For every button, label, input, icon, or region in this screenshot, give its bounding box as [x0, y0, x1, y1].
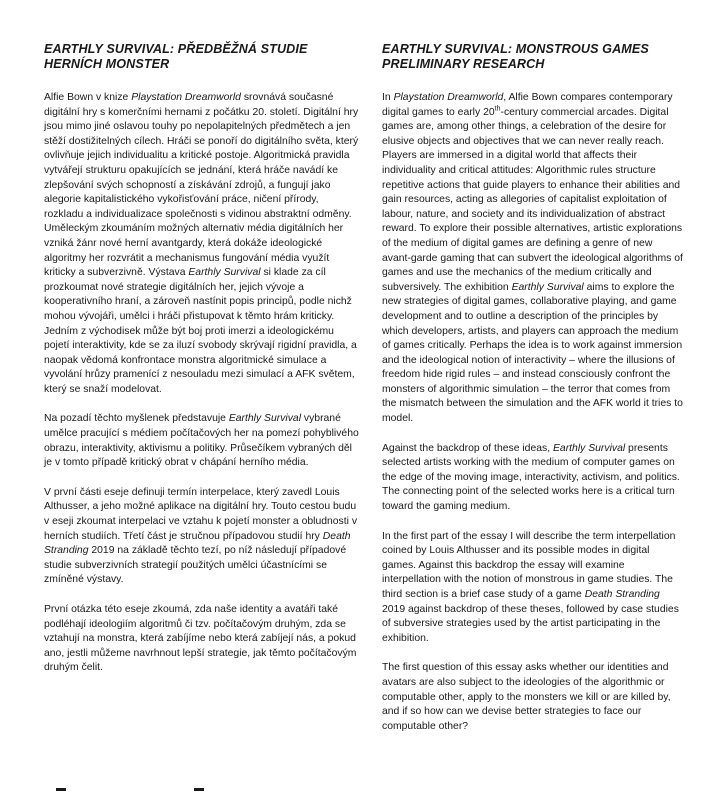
english-title: EARTHLY SURVIVAL: MONSTROUS GAMES PRELIMINARY RESEARCH	[382, 42, 649, 71]
czech-title: EARTHLY SURVIVAL: PŘEDBĚŽNÁ STUDIE HERNÍCH MONSTER	[44, 42, 308, 71]
english-column	[382, 42, 684, 749]
czech-paragraph	[44, 603, 360, 676]
italic-title: Playstation Dreamworld	[131, 92, 241, 103]
paragraph-text: Na pozadí těchto myšlenek představuje Earthly Survival vybrané umělce pracující s médiem počítačových her na pomezí pohyblivého obrazu, interaktivity, aktivismu a politiky. Průsečíkem vybraných děl je v tomto případě kritický obrat v chápání herního média.	[44, 413, 359, 469]
paragraph-text: První otázka této eseje zkoumá, zda naše identity a avatáři také podléhají ideologiím algoritmů či tzv. počítačovým druhým, zda se vztahují na monstra, která zabíjíme nebo která zabíjejí nás, a pokud ano, jestli můžeme navrhnout lepší strategie, jak těmto počítačovým druhým čelit.	[44, 604, 357, 674]
paragraph-text: In the first part of the essay I will describe the term interpellation coined by Louis Althusser and its possible modes in digital games. Against this backdrop the essay will examine interpellation with the notion of monstrous in game studies. The third section is a brief case study of a game Death Stranding 2019 against backdrop of these theses, followed by case studies of subversive strategies used by the artist participating in the exhibition.	[382, 530, 679, 644]
english-paragraph	[382, 91, 684, 427]
english-paragraph	[382, 661, 684, 734]
italic-title: Earthly Survival	[552, 442, 626, 454]
english-paragraph	[382, 530, 684, 647]
italic-title: Death Stranding	[44, 530, 351, 557]
paragraph-text: Against the backdrop of these ideas, Earthly Survival presents selected artists working with the medium of computer games on the edge of the moving image, interactivity, activism, and politics. The connecting point of the selected works here is a critical turn toward the gaming medium.	[382, 442, 680, 513]
paragraph-text: V první části eseje definuji termín interpelace, který zavedl Louis Althusser, a jeho možné aplikace na digitální hry. Touto cestou budu v eseji zkoumat interpelaci ve vztahu k pojetí monster a obludnosti v herních studiích. Třetí část je stručnou případovou studií hry Death Stranding 2019 na základě těchto tezí, po níž následují případové studie subverzivních strategií použitých umělci účastnícími se zmíněné výstavy.	[44, 486, 358, 586]
paragraph-text: The first question of this essay asks whether our identities and avatars are also subject to the ideologies of the algorithmic or computable other, apply to the monsters we kill or are killed by, and if so how can we devise better strategies to face our computable other?	[382, 662, 671, 732]
italic-title: Earthly Survival	[511, 281, 584, 293]
czech-paragraph	[44, 91, 360, 397]
czech-paragraph	[44, 412, 360, 470]
paragraph-text: Alfie Bown v knize Playstation Dreamworld srovnává současné digitální hry s komerčními hernami z počátku 20. století. Digitální hry jsou mimo jiné oslavou touhy po nepolapitelných předmětech a jen stěží dostižitelných cílech. Hráči se ponoří do digitálního světa, který ovlivňuje jejich individualitu a kritické postoje. Algoritmická pravidla vytvářejí strukturu opakujících se jednání, která hráče navádí ke zlepšování svých schopností a získávání zdrojů, a fungují jako alegorie kapitalistického vykořisťování práce, ničení přírody, rozkladu a individualizace společnosti s vidinou abstraktní odměny. Uměleckým zkoumáním možných alternativ média digitálních her vzniká žánr nové herní avantgardy, která dokáže ideologické algoritmy her rozvrátit a mechanismus fungování média využít kriticky a subverzivně. Výstava Earthly Survival si klade za cíl prozkoumat nové strategie digitálních her, jejich vývoje a kooperativního hraní, a zároveň nastínit popis principů, podle nichž mohou vývojáři, umělci i hráči přistupovat k těmto hrám kriticky. Jedním z východisek může být boj proti imerzi a ideologickému pojetí interaktivity, kde se za iluzí svobody skrývají rigidní pravidla, a naopak vědomá konfrontace monstra algoritmické simulace a vyvolání hrůzy pramenící z nesouladu mezi simulací a AFK světem, který se snaží modelovat.	[44, 92, 359, 395]
italic-title: Death Stranding	[584, 589, 660, 600]
italic-title: Playstation Dreamworld	[393, 92, 504, 103]
cut-off-next-heading	[44, 786, 244, 794]
italic-title: Earthly Survival	[228, 413, 302, 425]
paragraph-text: In Playstation Dreamworld, Alfie Bown compares contemporary digital games to early 20th-century commercial arcades. Digital games are, among other things, a celebration of the desire for elusive objects and objectives that we can never really reach. Players are immersed in a digital world that affects their individuality and critical attitudes: Algorithmic rules structure repetitive actions that guide players to enhance their abilities and gain resources, acting as allegories of capitalist exploitation of labour, nature, and society and its individualization of abstract reward. To explore their possible alternatives, artistic explorations of the medium of digital games are defining a genre of new avant-garde gaming that can subvert the ideological algorithms of games and use the mechanics of the medium critically and subversively. The exhibition Earthly Survival aims to explore the new strategies of digital games, collaborative playing, and game development and to outline a description of the principles by which developers, artists, and players can approach the medium of games critically. Perhaps the idea is to work against immersion and the ideological notion of interactivity – where the illusions of freedom hide rigid rules – and instead consciously confront the monsters of algorithmic simulation – the terror that comes from the mismatch between the simulation and the AFK world it tries to model.	[382, 92, 683, 425]
italic-title: Earthly Survival	[188, 267, 261, 279]
english-paragraph	[382, 442, 684, 515]
czech-paragraph	[44, 486, 360, 588]
czech-column	[44, 42, 360, 691]
superscript: th	[494, 105, 501, 113]
